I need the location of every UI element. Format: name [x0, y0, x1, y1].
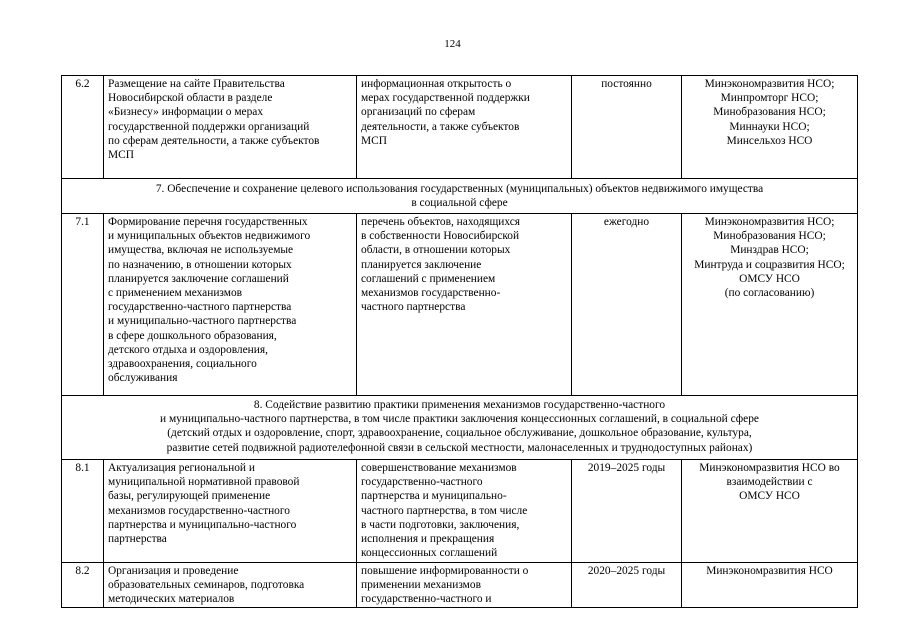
text-line: имущества, включая не используемые [108, 244, 294, 257]
text-line: Формирование перечня государственных [108, 216, 308, 228]
text-line: Организация и проведение [108, 565, 239, 577]
section-heading [62, 396, 858, 460]
text-line: в части подготовки, заключения, [361, 518, 520, 531]
text-line: детского отдыха и оздоровления, [108, 343, 268, 356]
result-cell [357, 460, 572, 563]
term-cell [572, 76, 682, 179]
text-line: Минобразования НСО; [713, 230, 826, 243]
text-line: частного партнерства [361, 301, 466, 314]
text-line: партнерства [108, 533, 167, 546]
text-line: «Бизнесу» информации о мерах [108, 106, 264, 119]
text-line: государственно-частного [361, 476, 483, 489]
result-cell [357, 563, 572, 608]
text-line: организаций по сферам [361, 106, 476, 119]
result-cell [357, 76, 572, 179]
text-line: Актуализация региональной и [108, 462, 255, 474]
action-cell [104, 460, 357, 563]
text-line: Минобразования НСО; [713, 106, 826, 119]
table-row [62, 76, 858, 179]
measures-table [61, 75, 858, 608]
text-line: государственной поддержки организаций [108, 120, 310, 133]
executors-cell [682, 563, 858, 608]
text-line: МСП [361, 134, 387, 147]
text-line: и муниципально-частного партнерства [108, 315, 297, 328]
text-line: области, в отношении которых [361, 244, 511, 257]
text-line: ежегодно [603, 216, 650, 228]
text-line: методических материалов [108, 593, 235, 606]
text-line: взаимодействии с [726, 476, 813, 489]
term-cell [572, 563, 682, 608]
executors-cell [682, 460, 858, 563]
text-line: с применением механизмов [108, 287, 243, 300]
text-line: базы, регулирующей применение [108, 490, 271, 503]
text-line: концессионных соглашений [361, 547, 498, 560]
text-line: 7. Обеспечение и сохранение целевого использования государственных (муниципальных) объектов недвижимого имущества [155, 183, 764, 195]
text-line: развитие сетей подвижной радиотелефонной связи в сельской местности, малонаселенных и труднодоступных районах) [166, 441, 753, 454]
text-line: мерах государственной поддержки [361, 92, 530, 105]
text-line: Минсельхоз НСО [726, 134, 813, 147]
text-line: механизмов государственно- [361, 287, 501, 300]
text-line: и муниципальных объектов недвижимого [108, 230, 311, 243]
text-line: информационная открытость о [361, 78, 512, 90]
text-line: Размещение на сайте Правительства [108, 78, 285, 90]
text-line: партнерства и муниципально-частного [108, 518, 297, 531]
text-line: Миннауки НСО; [729, 120, 810, 133]
text-line: Минэкономразвития НСО [706, 565, 833, 577]
action-cell [104, 563, 357, 608]
text-line: деятельности, а также субъектов [361, 120, 520, 133]
text-line: здравоохранения, социального [108, 358, 257, 371]
text-line: 2019–2025 годы [587, 462, 666, 474]
text-line: 8. Содействие развитию практики применения механизмов государственно-частного [253, 399, 666, 411]
text-line: в сфере дошкольного образования, [108, 329, 277, 342]
text-line: Минтруда и соцразвития НСО; [694, 258, 845, 271]
text-line: исполнения и прекращения [361, 533, 495, 546]
text-line: ОМСУ НСО [739, 272, 800, 285]
row-number: 8.1 [62, 460, 104, 563]
executors-cell [682, 76, 858, 179]
executors-cell [682, 214, 858, 396]
text-line: планируется заключение соглашений [108, 272, 289, 285]
table-row [62, 563, 858, 608]
text-line: перечень объектов, находящихся [361, 216, 521, 228]
text-line: Минэкономразвития НСО; [704, 78, 835, 90]
text-line: Минздрав НСО; [730, 244, 809, 257]
section-heading-row [62, 179, 858, 214]
row-number: 6.2 [62, 76, 104, 179]
term-cell [572, 214, 682, 396]
term-cell [572, 460, 682, 563]
action-cell [104, 214, 357, 396]
text-line: ОМСУ НСО [739, 490, 800, 503]
text-line: (по согласованию) [724, 287, 815, 300]
text-line: частного партнерства, в том числе [361, 504, 528, 517]
action-cell [104, 76, 357, 179]
row-number: 8.2 [62, 563, 104, 608]
text-line: по назначению, в отношении которых [108, 258, 292, 271]
text-line: в социальной сфере [411, 197, 508, 210]
text-line: соглашений с применением [361, 272, 496, 285]
table-row [62, 460, 858, 563]
text-line: обслуживания [108, 372, 178, 385]
text-line: постоянно [601, 78, 652, 90]
text-line: МСП [108, 149, 134, 162]
page-number: 124 [444, 38, 461, 50]
text-line: в собственности Новосибирской [361, 230, 520, 243]
text-line: повышение информированности о [361, 565, 529, 577]
text-line: применении механизмов [361, 579, 481, 592]
text-line: партнерства и муниципально- [361, 490, 507, 503]
text-line: совершенствование механизмов [361, 462, 517, 474]
text-line: и муниципально-частного партнерства, в том числе практики заключения концессионных соглашений, в социальной сфере [160, 413, 759, 426]
text-line: по сферам деятельности, а также субъектов [108, 134, 320, 147]
text-line: государственно-частного и [361, 593, 492, 606]
section-heading [62, 179, 858, 214]
text-line: Минэкономразвития НСО; [704, 216, 835, 228]
row-number: 7.1 [62, 214, 104, 396]
text-line: планируется заключение [361, 258, 482, 271]
text-line: механизмов государственно-частного [108, 504, 290, 517]
text-line: муниципальной нормативной правовой [108, 476, 300, 489]
text-line: Новосибирской области в разделе [108, 92, 273, 105]
text-line: Минэкономразвития НСО во [699, 462, 840, 474]
text-line: (детский отдых и оздоровление, спорт, здравоохранение, социальное обслуживание, дошкольное образование, культура, [167, 427, 752, 440]
section-heading-row [62, 396, 858, 460]
table-row [62, 214, 858, 396]
result-cell [357, 214, 572, 396]
text-line: Минпромторг НСО; [720, 92, 819, 105]
text-line: образовательных семинаров, подготовка [108, 579, 305, 592]
text-line: 2020–2025 годы [587, 565, 666, 577]
text-line: государственно-частного партнерства [108, 301, 292, 314]
